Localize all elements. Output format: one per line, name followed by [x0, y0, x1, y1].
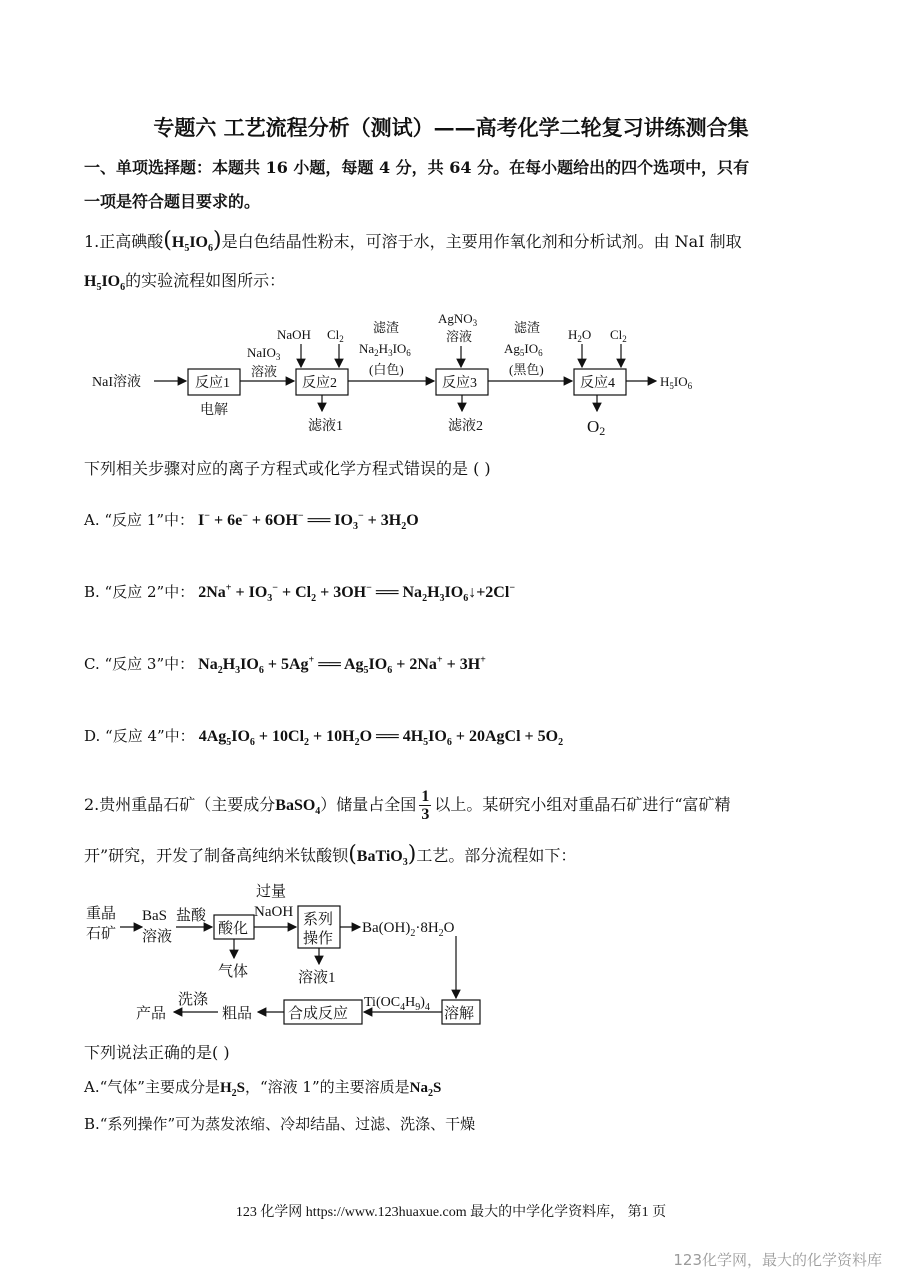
q2-option-b: B.“系列操作”可为蒸发浓缩、冷却结晶、过滤、洗涤、干燥	[84, 1115, 476, 1133]
svg-text:滤渣: 滤渣	[514, 320, 541, 335]
svg-text:Ag5IO6: $Ag_5IO_6$	[504, 341, 543, 358]
q2-question: 下列说法正确的是( )	[84, 1043, 230, 1062]
svg-text:系列: 系列	[303, 912, 334, 928]
q1-formula: $H_5IO_6$	[171, 234, 213, 255]
q2-flow-diagram	[84, 876, 504, 1028]
svg-text:酸化: 酸化	[218, 921, 249, 937]
svg-text:盐酸: 盐酸	[176, 908, 207, 924]
svg-text:Cl2: $Cl_2$	[327, 327, 344, 344]
svg-text:溶液: 溶液	[142, 929, 173, 945]
svg-text:(白色): (白色)	[369, 362, 404, 377]
svg-text:Ti(OC4H9)4: $Ti(OC_4H_9)_4$	[364, 995, 430, 1013]
svg-text:反应4: 反应4	[580, 376, 615, 391]
watermark: 123化学网，最大的化学资料库	[673, 1251, 882, 1269]
svg-text:反应2: 反应2	[302, 376, 337, 391]
svg-text:溶液: 溶液	[446, 329, 473, 344]
q1-intro-line2: $H_5IO_6$的实验流程如图所示：	[84, 271, 286, 294]
svg-text:Na2H3IO6: $Na_2H_3IO_6$	[359, 341, 411, 358]
q1-flow-end: $H_5IO_6$	[660, 374, 693, 391]
q1-flow-start: NaI溶液	[92, 375, 141, 390]
svg-text:合成反应: 合成反应	[288, 1006, 349, 1022]
svg-text:反应3: 反应3	[442, 376, 477, 391]
q2-intro-line2: 开”研究，开发了制备高纯纳米钛酸钡(BaTiO$_3$)工艺。部分流程如下：	[84, 842, 577, 869]
page-footer: 123 化学网 https://www.123huaxue.com 最大的中学化学资料库， 第1 页	[235, 1205, 667, 1220]
svg-text:粗品: 粗品	[222, 1006, 253, 1022]
svg-text:AgNO3: AgNO$_3$	[438, 311, 478, 328]
page-title: 专题六 工艺流程分析（测试）——高考化学二轮复习讲练测合集	[153, 115, 749, 140]
svg-text:操作: 操作	[303, 931, 334, 947]
q1-option-c: C. “反应 3”中： $Na_2H_3IO_6 + 5Ag^+$ ══ $Ag_5IO_6 + 2Na^+ + 3H^+$	[84, 654, 486, 677]
svg-text:过量: 过量	[256, 884, 287, 900]
svg-text:气体: 气体	[218, 964, 249, 980]
svg-text:Cl2: $Cl_2$	[610, 327, 627, 344]
svg-text:洗涤: 洗涤	[178, 992, 209, 1008]
section-heading-line1: 一、单项选择题：本题共 16 小题，每题 4 分，共 64 分。在每小题给出的四个选项中，只有	[84, 158, 750, 177]
q1-option-a: A. “反应 1”中： I− + 6e− + 6OH− ══ $IO_3^- + 3H_2O$	[84, 510, 419, 533]
svg-text:H2O: $H_2O$	[568, 327, 592, 344]
svg-text:NaIO3: NaIO$_3$	[247, 345, 281, 362]
q1-filtrate1: 滤液1	[308, 419, 343, 434]
svg-text:Ba(OH)2·8H2O: $Ba(OH)_2\cdot 8H_2O$	[362, 920, 455, 939]
q1-option-d: D. “反应 4”中： $4Ag_5IO_6 + 10Cl_2 + 10H_2O$ ══ $4H_5IO_6$ + 20AgCl + $5O_2$	[84, 727, 564, 749]
svg-text:溶解: 溶解	[444, 1006, 475, 1022]
q1-flow-diagram	[84, 308, 724, 438]
q1-question: 下列相关步骤对应的离子方程式或化学方程式错误的是 ( )	[84, 459, 491, 478]
svg-text:溶液: 溶液	[251, 364, 278, 379]
svg-text:反应1: 反应1	[195, 376, 230, 391]
section-heading-line2: 一项是符合题目要求的。	[84, 192, 261, 211]
q2-intro-line1: 2.贵州重晶石矿（主要成分BaSO$_4$）储量占全国 $\frac{1}{3}$ 以上。某研究小组对重晶石矿进行“富矿精	[84, 788, 731, 823]
svg-text:重晶: 重晶	[86, 906, 117, 922]
svg-text:(黑色): (黑色)	[509, 362, 544, 377]
q2-option-a: A.“气体”主要成分是$H_2S$，“溶液 1”的主要溶质是$Na_2S$	[84, 1078, 442, 1099]
q1-oxygen: O2	[587, 417, 606, 438]
q1-filtrate2: 滤液2	[448, 419, 483, 434]
q1-intro-line1: 1.正高碘酸$(H_5IO_6)$是白色结晶性粉末，可溶于水，主要用作氧化剂和分析试剂。由 NaI 制取	[84, 228, 742, 255]
svg-text:产品: 产品	[136, 1006, 167, 1022]
q1-electrolysis-label: 电解	[200, 403, 228, 418]
svg-text:NaOH: NaOH	[254, 904, 294, 920]
svg-text:NaOH: NaOH	[277, 327, 311, 342]
q1-option-b: B. “反应 2”中： $2Na^+ + IO_3^- + Cl_2 + 3OH^-$ ══ $Na_2H_3IO_6↓+2Cl^-$	[84, 582, 516, 605]
svg-text:石矿: 石矿	[86, 926, 117, 942]
svg-text:溶液1: 溶液1	[298, 970, 336, 986]
svg-text:BaS: BaS	[142, 908, 168, 924]
q2-fraction: $\frac{1}{3}$	[421, 788, 430, 823]
svg-text:滤渣: 滤渣	[373, 320, 400, 335]
